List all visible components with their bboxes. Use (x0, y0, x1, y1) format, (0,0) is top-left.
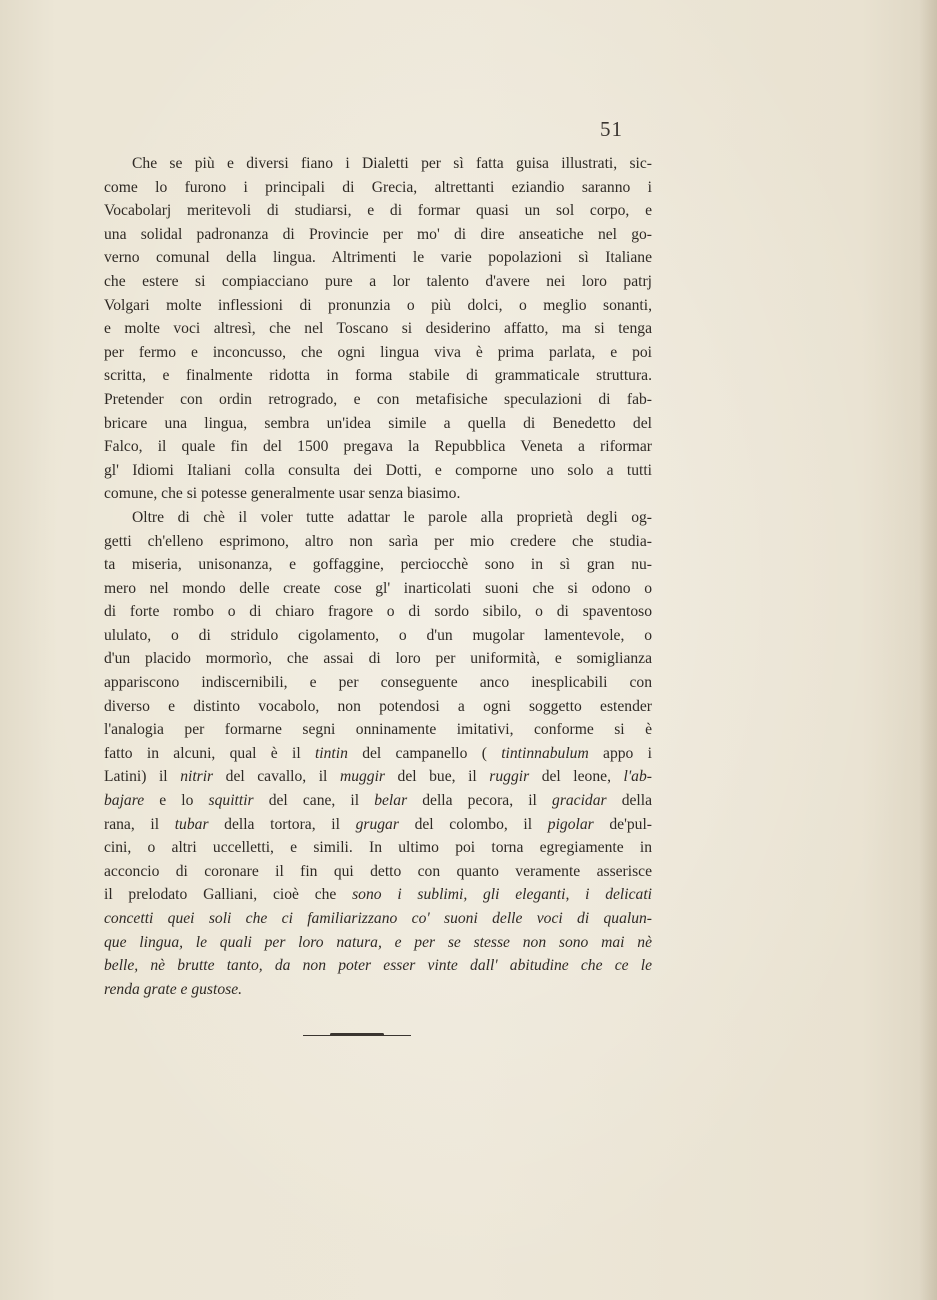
text-line (104, 931, 652, 955)
text-line: Vocabolarj meritevoli di studiarsi, e di formar quasi un sol corpo, e (104, 202, 652, 220)
paragraph-2 (104, 506, 652, 1001)
text-run: rana, il (104, 815, 175, 833)
italic-term: muggir (339, 768, 385, 786)
text-line: verno comunal della lingua. Altrimenti le varie popolazioni sì Italiane (104, 249, 652, 267)
italic-quote: que lingua, le quali per loro natura, e per se stesse non sono mai nè (104, 933, 652, 951)
text-line (104, 907, 652, 931)
text-line (104, 954, 652, 978)
italic-term: tubar (174, 815, 209, 833)
text-line: ta miseria, unisonanza, e goffaggine, perciocchè sono in sì gran nu- (104, 556, 652, 574)
italic-quote: sono i sublimi, gli eleganti, i delicati (352, 886, 652, 904)
text-line: l'analogia per formarne segni onninamente imitativi, conforme si è (104, 721, 652, 739)
text-line: Che se più e diversi fiano i Dialetti per sì fatta guisa illustrati, sic- (132, 155, 652, 172)
italic-quote: renda grate e gustose. (104, 980, 243, 998)
italic-term: pigolar (547, 815, 594, 833)
body-text (104, 152, 652, 1001)
text-run: della (606, 792, 653, 810)
italic-term: grugar (355, 815, 399, 833)
text-run: del cavallo, il (213, 768, 340, 786)
text-line: Oltre di chè il voler tutte adattar le parole alla proprietà degli og- (132, 508, 652, 526)
text-run: del cane, il (253, 792, 375, 810)
text-line: che estere si compiacciano pure a lor talento d'avere nei loro patrj (104, 272, 652, 290)
text-line (104, 978, 652, 1002)
text-line: come lo furono i principali di Grecia, altrettanti eziandio saranno i (104, 178, 652, 196)
text-line: acconcio di coronare il fin qui detto con quanto veramente asserisce (104, 862, 652, 880)
text-line: Falco, il quale fin del 1500 pregava la Repubblica Veneta a riformar (104, 438, 652, 456)
paragraph-1 (104, 152, 652, 506)
text-line: gl' Idiomi Italiani colla consulta dei Dotti, e comporne uno solo a tutti (104, 461, 652, 479)
text-run: del campanello ( (347, 744, 502, 762)
text-line (104, 789, 652, 813)
text-line: Volgari molte inflessioni di pronunzia o più dolci, o meglio sonanti, (104, 296, 652, 314)
text-line: cini, o altri uccelletti, e simili. In ultimo poi torna egregiamente in (104, 839, 652, 857)
italic-quote: concetti quei soli che ci familiarizzano co' suoni delle voci di qualun- (104, 910, 652, 927)
text-line: bricare una lingua, sembra un'idea simile a quella di Benedetto del (104, 414, 652, 432)
text-line: una solidal padronanza di Provincie per mo' di dire anseatiche nel go- (104, 225, 652, 243)
text-line (104, 765, 652, 789)
text-run: il prelodato Galliani, cioè che (104, 886, 353, 904)
italic-term: tintinnabulum (501, 744, 589, 762)
text-line: d'un placido mormorìo, che assai di loro per uniformità, e somiglianza (104, 650, 652, 668)
text-line: per fermo e inconcusso, che ogni lingua viva è prima parlata, e poi (104, 343, 652, 361)
text-line (104, 813, 652, 837)
text-run: e lo (144, 792, 209, 810)
text-run: Latini) il (104, 768, 181, 786)
italic-term: bajare (104, 792, 145, 810)
text-run: del colombo, il (398, 815, 548, 833)
text-run: della pecora, il (407, 792, 553, 810)
text-line: e molte voci altresì, che nel Toscano si desiderino affatto, ma si tenga (104, 320, 652, 338)
italic-term: tintin (314, 744, 348, 762)
text-line (104, 883, 652, 907)
text-line: comune, che si potesse generalmente usar senza biasimo. (104, 485, 461, 503)
text-line (104, 742, 652, 766)
italic-term: gracidar (552, 792, 607, 810)
text-run: del leone, (529, 768, 624, 786)
text-line: mero nel mondo delle create cose gl' inarticolati suoni che si odono o (104, 579, 652, 597)
text-run: della tortora, il (208, 815, 356, 833)
text-run: fatto in alcuni, qual è il (104, 744, 315, 762)
italic-term: l'ab- (623, 768, 652, 786)
text-line: Pretender con ordin retrogrado, e con metafisiche speculazioni di fab- (104, 390, 652, 408)
italic-term: squittir (208, 792, 254, 810)
text-run: de'pul- (593, 815, 652, 833)
end-rule-ornament (330, 1033, 384, 1036)
text-line: diverso e distinto vocabolo, non potendosi a ogni soggetto estender (104, 697, 652, 715)
text-run: appo i (588, 744, 652, 762)
text-line: scritta, e finalmente ridotta in forma stabile di grammaticale struttura. (104, 367, 652, 385)
italic-quote: belle, nè brutte tanto, da non poter esser vinte dall' abitudine che ce le (104, 957, 652, 975)
italic-term: belar (374, 792, 408, 810)
italic-term: nitrir (180, 768, 214, 786)
text-line: di forte rombo o di chiaro fragore o di sordo sibilo, o di spaventoso (104, 603, 652, 621)
italic-term: ruggir (489, 768, 530, 786)
page-edge-shadow (919, 0, 937, 1300)
text-line: ululato, o di stridulo cigolamento, o d'un mugolar lamentevole, o (104, 626, 652, 644)
text-line: appariscono indiscernibili, e per conseguente anco inesplicabili con (104, 674, 652, 692)
page-number: 51 (600, 117, 623, 141)
text-run: del bue, il (385, 768, 490, 786)
text-line: getti ch'elleno esprimono, altro non sarìa per mio credere che studia- (104, 532, 652, 550)
